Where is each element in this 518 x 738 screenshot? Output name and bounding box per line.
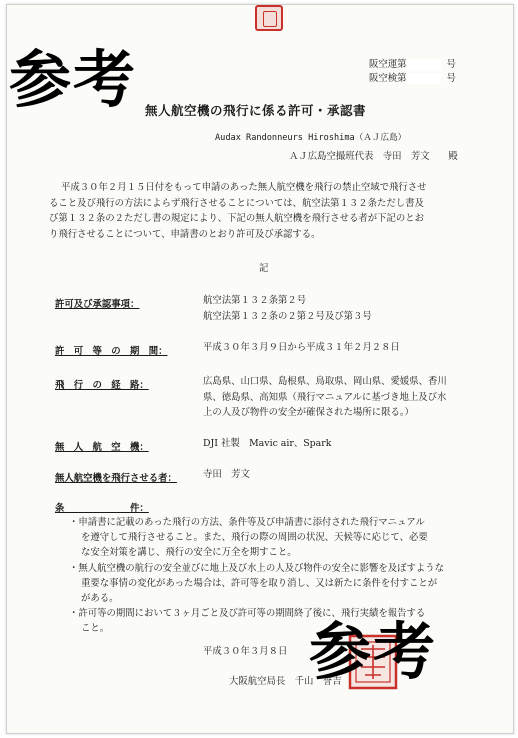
- condition-line: 重要な事情の変化があった場合は、許可等を取り消し、又は新たに条件を付すことが: [81, 577, 438, 589]
- item-label-period: 許 可 等 の 期 間：: [55, 346, 168, 357]
- ki-heading: 記: [259, 263, 269, 274]
- item-value-operator: [203, 467, 250, 483]
- body-line: り飛行させることについて、申請書のとおり許可及び承認する。: [49, 228, 321, 240]
- redaction-box: [407, 73, 441, 84]
- reference-watermark-bottom: 参考: [309, 615, 438, 688]
- item-line: 広島県、山口県、島根県、鳥取県、岡山県、愛媛県、香川: [203, 376, 447, 387]
- top-seal-stamp: [255, 5, 283, 31]
- item-line: 上の人及び物件の安全が確保された場所に限る。）: [203, 407, 414, 418]
- body-line: び第１３２条の２ただし書の規定により、下記の無人航空機を飛行させる者が下記のとお: [49, 213, 425, 224]
- document-title: 無人航空機の飛行に係る許可・承認書: [145, 103, 367, 118]
- issuer-name: 大阪航空局長 千山 誉吉: [229, 676, 342, 687]
- addressee-organization: Audax Randonneurs Hiroshima（ＡＪ広島）: [215, 133, 407, 143]
- item-label-route: 飛 行 の 経 路：: [55, 380, 149, 391]
- item-line: 航空法第１３２条第２号: [203, 295, 307, 306]
- item-value-permission: [203, 293, 372, 324]
- item-label-operator: 無人航空機を飛行させる者：: [55, 473, 177, 484]
- item-value-route: [203, 374, 447, 421]
- item-value-period: [203, 340, 400, 356]
- reference-number-2: [369, 73, 456, 85]
- condition-line: こと。: [81, 623, 110, 635]
- permit-document: [6, 4, 514, 734]
- body-line: ること及び飛行の方法によらず飛行させることについては、航空法第１３２条ただし書及: [49, 197, 424, 209]
- condition-line: な安全対策を講じ、飛行の安全に万全を期すこと。: [81, 547, 297, 559]
- conditions-label: 条 件：: [55, 503, 149, 514]
- addressee-representative: ＡＪ広島空撮班代表 寺田 芳文 殿: [289, 151, 458, 162]
- body-line: 平成３０年２月１５日付をもって申請のあった無人航空機を飛行の禁止空域で飛行させ: [61, 182, 427, 193]
- condition-line: ・無人航空機の航行の安全並びに地上及び水上の人及び物件の安全に影響を及ぼすような: [69, 562, 445, 574]
- ref-suffix-1: 号: [446, 59, 456, 70]
- condition-line: ・許可等の期間において３ヶ月ごと及び許可等の期間終了後に、飛行実績を報告する: [69, 608, 426, 620]
- redaction-box: [407, 59, 441, 70]
- condition-line: を遵守して飛行させること。また、飛行の際の周囲の状況、天候等に応じて、必要: [81, 532, 428, 544]
- body-paragraph: [49, 180, 427, 242]
- ref-prefix-2: 阪空検第: [369, 73, 407, 84]
- item-line: DJI 社製 Mavic air、Spark: [203, 438, 332, 449]
- item-line: 平成３０年３月９日から平成３１年２月２８日: [203, 342, 400, 353]
- issue-date: 平成３０年３月８日: [203, 646, 288, 657]
- item-line: 航空法第１３２条の２第２号及び第３号: [203, 310, 372, 322]
- item-line: 寺田 芳文: [203, 469, 250, 480]
- reference-watermark-top: 参考: [9, 43, 138, 116]
- reference-number-1: [369, 59, 456, 71]
- ref-prefix-1: 阪空運第: [369, 59, 407, 70]
- condition-line: がある。: [81, 593, 119, 605]
- item-line: 県、徳島県、高知県（飛行マニュアルに基づき地上及び水: [203, 391, 447, 403]
- ref-suffix-2: 号: [446, 73, 456, 84]
- item-value-aircraft: [203, 436, 331, 452]
- item-label-aircraft: 無 人 航 空 機：: [55, 442, 149, 453]
- item-label-permission: 許可及び承認事項：: [55, 299, 140, 310]
- condition-line: ・申請書に記載のあった飛行の方法、条件等及び申請書に添付された飛行マニュアル: [69, 517, 425, 528]
